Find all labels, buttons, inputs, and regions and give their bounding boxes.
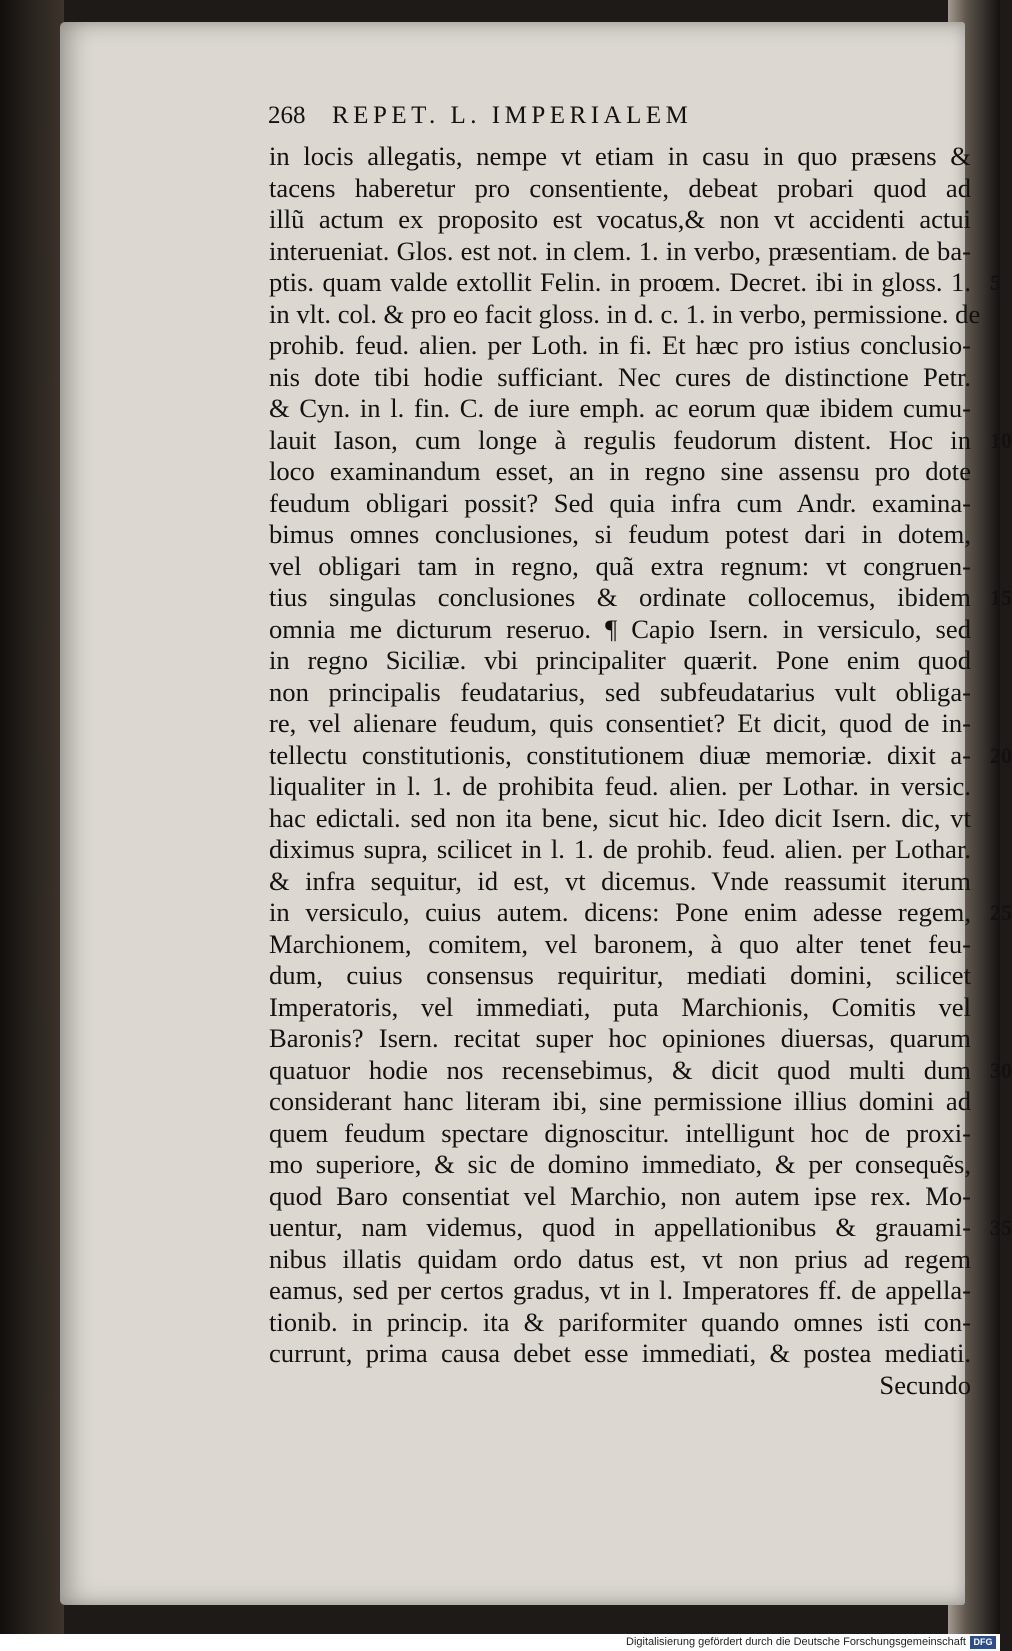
- line-number-spacer: [990, 1023, 1002, 1055]
- line-number-spacer: [990, 771, 1002, 803]
- text-line: in versiculo, cuius autem. dicens: Pone enim adesse regem,: [269, 897, 971, 927]
- text-line: in locis allegatis, nempe vt etiam in casu in quo præsens &: [269, 141, 971, 171]
- text-line: in regno Siciliæ. vbi principaliter quærit. Pone enim quod: [269, 645, 971, 675]
- text-line: non principalis feudatarius, sed subfeudatarius vult obliga-: [269, 676, 971, 707]
- text-line: Marchionem, comitem, vel baronem, à quo alter tenet feu-: [269, 928, 971, 959]
- text-line: prohib. feud. alien. per Loth. in fi. Et hæc pro istius conclusio-: [269, 330, 971, 360]
- text-line: Baronis? Isern. recitat super hoc opiniones diuersas, quarum: [269, 1023, 971, 1053]
- line-number-spacer: [990, 1086, 1002, 1118]
- line-number-spacer: [990, 708, 1002, 740]
- text-line: in vlt. col. & pro eo facit gloss. in d. c. 1. in verbo, permissione. de: [269, 298, 981, 329]
- line-number-spacer: [990, 551, 1002, 583]
- line-number-spacer: [990, 960, 1002, 992]
- text-line: hac edictali. sed non ita bene, sicut hic. Ideo dicit Isern. dic, vt: [269, 802, 971, 833]
- line-number-spacer: [990, 1338, 1002, 1370]
- text-line: uentur, nam videmus, quod in appellationibus & grauami-: [269, 1212, 971, 1242]
- line-number-spacer: [990, 1149, 1002, 1181]
- line-number-spacer: [990, 1244, 1002, 1276]
- line-number-spacer: [990, 488, 1002, 520]
- running-title: REPET. L. IMPERIALEM: [332, 102, 693, 129]
- line-number-spacer: [990, 362, 1002, 394]
- running-head: [268, 102, 828, 130]
- text-line: eamus, sed per certos gradus, vt in l. Imperatores ff. de appella-: [269, 1275, 971, 1305]
- text-line: feudum obligari possit? Sed quia infra cum Andr. examina-: [269, 487, 971, 518]
- text-line: tionib. in princip. ita & pariformiter quando omnes isti con-: [269, 1306, 971, 1337]
- text-line: & Cyn. in l. fin. C. de iure emph. ac eorum quæ ibidem cumu-: [269, 393, 971, 423]
- text-line: nibus illatis quidam ordo datus est, vt non prius ad regem: [269, 1243, 971, 1274]
- text-line: quatuor hodie nos recensebimus, & dicit quod multi dum: [269, 1054, 971, 1085]
- text-line: & infra sequitur, id est, vt dicemus. Vnde reassumit iterum: [269, 865, 971, 896]
- text-line: nis dote tibi hodie sufficiant. Nec cures de distinctione Petr.: [269, 361, 971, 392]
- text-line: lauit Iason, cum longe à regulis feudorum distent. Hoc in: [269, 424, 971, 455]
- line-number: 20: [990, 742, 1012, 768]
- line-number-spacer: [990, 1181, 1002, 1213]
- line-number-spacer: [990, 1370, 1002, 1402]
- text-line: quod Baro consentiat vel Marchio, non autem ipse rex. Mo-: [269, 1180, 971, 1211]
- line-number-spacer: [990, 929, 1002, 961]
- text-line: re, vel alienare feudum, quis consentiet? Et dicit, quod de in-: [269, 708, 971, 738]
- footer-credit: Digitalisierung gefördert durch die Deutsche Forschungsgemeinschaft: [626, 1636, 966, 1648]
- line-number-spacer: [990, 299, 1002, 331]
- line-number-spacer: [990, 456, 1002, 488]
- text-line: diximus supra, scilicet in l. 1. de prohib. feud. alien. per Lothar.: [269, 834, 971, 864]
- line-number: 15: [990, 585, 1012, 610]
- line-number-spacer: [990, 1307, 1002, 1339]
- line-number-spacer: [990, 677, 1002, 709]
- text-line: omnia me dicturum reseruo. ¶ Capio Isern. in versiculo, sed: [269, 613, 971, 644]
- dfg-logo-icon: DFG: [970, 1636, 996, 1649]
- line-number-spacer: [990, 834, 1002, 866]
- text-line: ptis. quam valde extollit Felin. in proœm. Decret. ibi in gloss. 1.: [269, 267, 971, 297]
- book-gutter-left: [0, 0, 64, 1651]
- text-line: vel obligari tam in regno, quã extra regnum: vt congruen-: [269, 550, 971, 581]
- text-line: tellectu constitutionis, constitutionem diuæ memoriæ. dixit a-: [269, 739, 971, 770]
- line-number-spacer: [990, 393, 1002, 425]
- line-number: 30: [990, 1057, 1012, 1083]
- line-number-spacer: [990, 866, 1002, 898]
- line-number-spacer: [990, 1275, 1002, 1307]
- body-text: [269, 141, 981, 1401]
- text-line: bimus omnes conclusiones, si feudum potest dari in dotem,: [269, 519, 971, 549]
- line-number-spacer: [990, 1118, 1002, 1150]
- digitization-footer: [0, 1634, 1000, 1651]
- line-number-spacer: [990, 992, 1002, 1024]
- text-line: interueniat. Glos. est not. in clem. 1. in verbo, præsentiam. de ba-: [269, 235, 971, 266]
- text-line: Imperatoris, vel immediati, puta Marchionis, Comitis vel: [269, 991, 971, 1022]
- line-number-spacer: [990, 330, 1002, 362]
- page-number: 268: [268, 102, 306, 129]
- line-number-column: [990, 141, 1012, 1401]
- text-line: mo superiore, & sic de domino immediato, & per consequẽs,: [269, 1149, 971, 1179]
- text-line: dum, cuius consensus requiritur, mediati domini, scilicet: [269, 960, 971, 990]
- text-line: illũ actum ex proposito est vocatus,& non vt accidenti actui: [269, 204, 971, 234]
- line-number-spacer: [990, 236, 1002, 268]
- text-line: liqualiter in l. 1. de prohibita feud. alien. per Lothar. in versic.: [269, 771, 971, 801]
- line-number-spacer: [990, 519, 1002, 551]
- line-number-spacer: [990, 803, 1002, 835]
- text-line: considerant hanc literam ibi, sine permissione illius domini ad: [269, 1086, 971, 1116]
- line-number: 5: [990, 270, 1001, 295]
- line-number: 35: [990, 1215, 1012, 1240]
- line-number-spacer: [990, 141, 1002, 173]
- text-line: currunt, prima causa debet esse immediati, & postea mediati.: [269, 1338, 971, 1368]
- line-number: 25: [990, 900, 1012, 925]
- line-number: 10: [990, 427, 1012, 453]
- text-line: tacens haberetur pro consentiente, debeat probari quod ad: [269, 172, 971, 203]
- text-line: loco examinandum esset, an in regno sine assensu pro dote: [269, 456, 971, 486]
- line-number-spacer: [990, 645, 1002, 677]
- text-line: Secundo: [879, 1369, 971, 1400]
- line-number-spacer: [990, 173, 1002, 205]
- text-line: tius singulas conclusiones & ordinate collocemus, ibidem: [269, 582, 971, 612]
- line-number-spacer: [990, 204, 1002, 236]
- line-number-spacer: [990, 614, 1002, 646]
- text-line: quem feudum spectare dignoscitur. intelligunt hoc de proxi-: [269, 1117, 971, 1148]
